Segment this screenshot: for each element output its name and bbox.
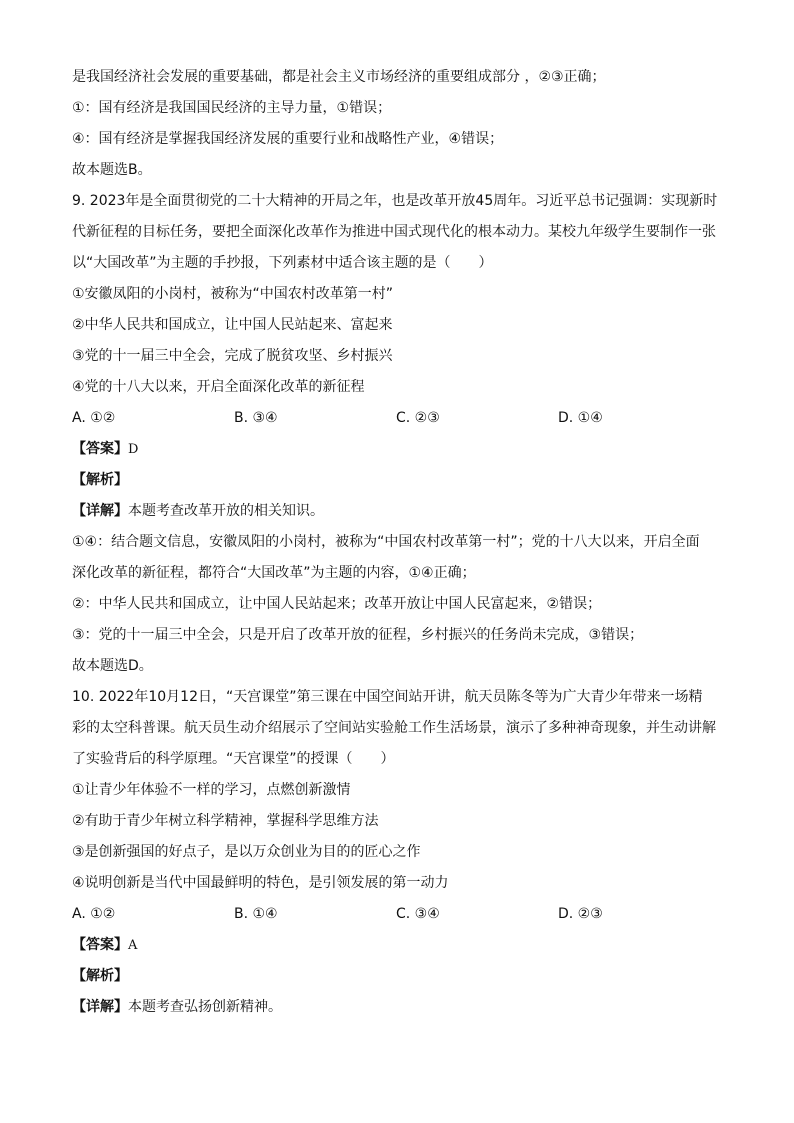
q9-item-1: ①安徽凤阳的小岗村，被称为“中国农村改革第一村” xyxy=(72,286,394,302)
q9-option-c: C. ②③ xyxy=(396,410,440,426)
q9-item-3: ③党的十一届三中全会，完成了脱贫攻坚、乡村振兴 xyxy=(72,348,393,364)
q9-option-a: A. ①② xyxy=(72,410,116,426)
q10-detail-text: 本题考查弘扬创新精神。 xyxy=(128,999,282,1015)
q9-stem-line-2: 代新征程的目标任务，要把全面深化改革作为推进中国式现代化的根本动力。某校九年级学生要制作一张 xyxy=(72,224,716,240)
q9-detail-text: 本题考查改革开放的相关知识。 xyxy=(128,503,324,519)
q9-options xyxy=(72,403,722,434)
prev-conclusion: 故本题选B。 xyxy=(72,162,152,178)
q9-option-b: B. ③④ xyxy=(234,410,278,426)
q10-detail xyxy=(72,992,722,1023)
q10-option-a: A. ①② xyxy=(72,906,116,922)
q9-item-4: ④党的十八大以来，开启全面深化改革的新征程 xyxy=(72,379,365,395)
q10-stem-line-2: 彩的太空科普课。航天员生动介绍展示了空间站实验舱工作生活场景，演示了多种神奇现象，并生动讲解 xyxy=(72,720,716,736)
document-page xyxy=(72,62,722,1023)
q9-option-d: D. ①④ xyxy=(558,410,603,426)
q9-answer-value: D xyxy=(128,442,139,457)
q9-explanation-line-3: ②：中华人民共和国成立，让中国人民站起来；改革开放让中国人民富起来，②错误； xyxy=(72,596,602,612)
q9-item-2: ②中华人民共和国成立，让中国人民站起来、富起来 xyxy=(72,317,393,333)
q10-item-1: ①让青少年体验不一样的学习，点燃创新激情 xyxy=(72,782,351,798)
q10-option-c: C. ③④ xyxy=(396,906,440,922)
q10-answer xyxy=(72,930,722,961)
q9-stem-line-1: 9. 2023年是全面贯彻党的二十大精神的开局之年，也是改革开放45周年。习近平总书记强调：实现新时 xyxy=(72,193,718,209)
q9-detail xyxy=(72,496,722,527)
q9-answer xyxy=(72,434,722,465)
q10-option-b: B. ①④ xyxy=(234,906,278,922)
q9-detail-label: 【详解】 xyxy=(72,503,128,519)
q10-stem-line-3: 了实验背后的科学原理。“天宫课堂”的授课（ ） xyxy=(72,751,395,767)
q9-answer-label: 【答案】 xyxy=(72,441,128,457)
prev-explanation-line-3: ④：国有经济是掌握我国经济发展的重要行业和战略性产业，④错误； xyxy=(72,131,504,147)
q10-item-2: ②有助于青少年树立科学精神，掌握科学思维方法 xyxy=(72,813,379,829)
q9-conclusion: 故本题选D。 xyxy=(72,658,153,674)
q10-analysis-label xyxy=(72,961,722,992)
q10-answer-value: A xyxy=(128,938,138,953)
q9-analysis-label-text: 【解析】 xyxy=(72,472,128,488)
q9-explanation-line-4: ③：党的十一届三中全会，只是开启了改革开放的征程，乡村振兴的任务尚未完成，③错误； xyxy=(72,627,644,643)
q10-item-3: ③是创新强国的好点子，是以万众创业为目的的匠心之作 xyxy=(72,844,421,860)
prev-explanation-line-2: ①：国有经济是我国国民经济的主导力量，①错误； xyxy=(72,100,392,116)
q10-analysis-label-text: 【解析】 xyxy=(72,968,128,984)
q10-options xyxy=(72,899,722,930)
q9-explanation-line-1: ①④：结合题文信息，安徽凤阳的小岗村，被称为“中国农村改革第一村”；党的十八大以来，开启全面 xyxy=(72,534,700,550)
prev-explanation-line-1: 是我国经济社会发展的重要基础，都是社会主义市场经济的重要组成部分 ，②③正确； xyxy=(72,69,606,85)
q10-item-4: ④说明创新是当代中国最鲜明的特色，是引领发展的第一动力 xyxy=(72,875,449,891)
q9-analysis-label xyxy=(72,465,722,496)
q9-explanation-line-2: 深化改革的新征程，都符合“大国改革”为主题的内容，①④正确； xyxy=(72,565,476,581)
q9-stem-line-3: 以“大国改革”为主题的手抄报，下列素材中适合该主题的是（ ） xyxy=(72,255,493,271)
q10-answer-label: 【答案】 xyxy=(72,937,128,953)
q10-stem-line-1: 10. 2022年10月12日，“天宫课堂”第三课在中国空间站开讲，航天员陈冬等为广大青少年带来一场精 xyxy=(72,689,703,705)
q10-option-d: D. ②③ xyxy=(558,906,603,922)
q10-detail-label: 【详解】 xyxy=(72,999,128,1015)
